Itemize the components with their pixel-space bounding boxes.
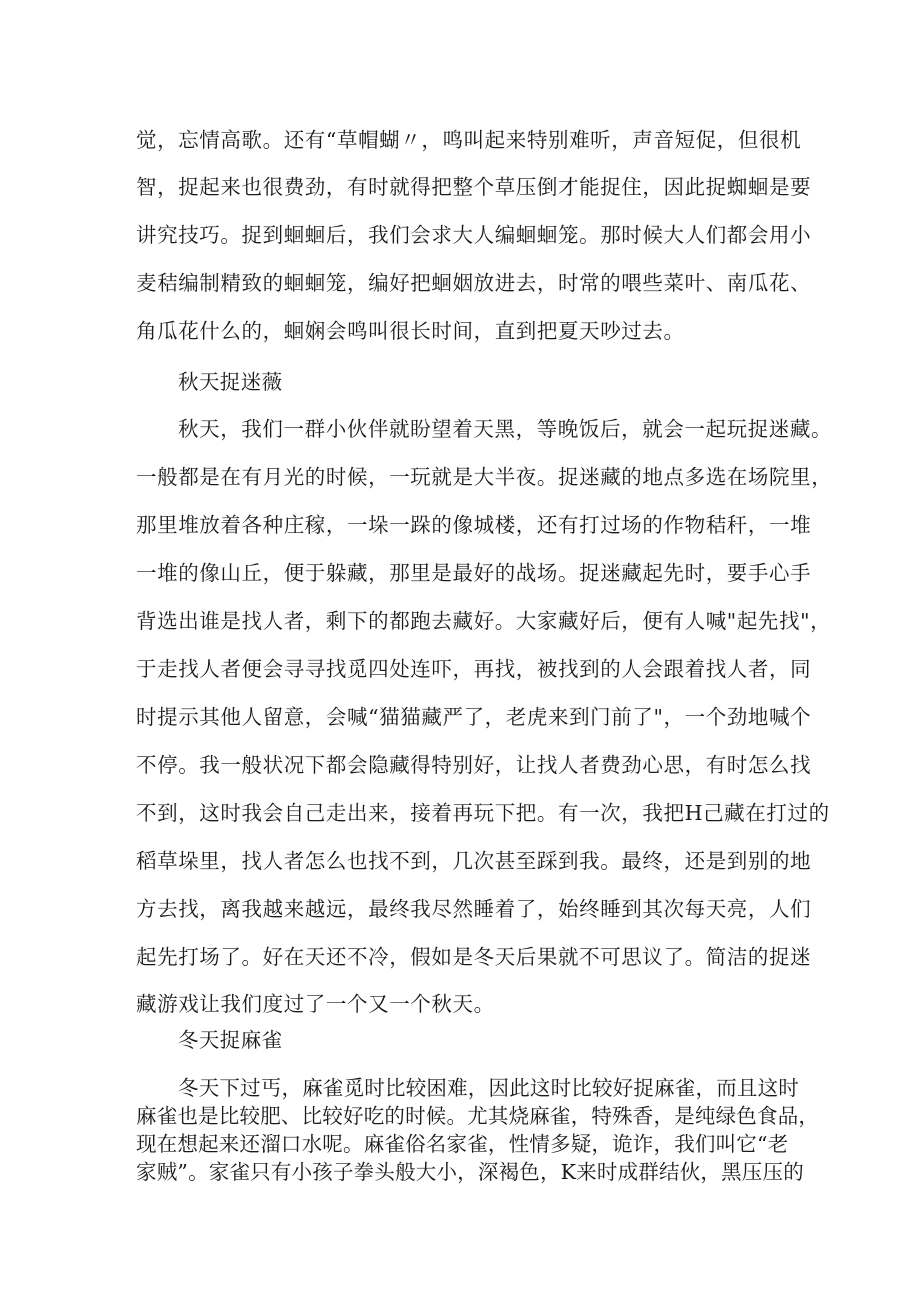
text-line: 一般都是在有月光的时候，一玩就是大半夜。捉迷藏的地点多选在场院里， (136, 465, 833, 489)
section-heading-autumn: 秋天捉迷薇 (178, 370, 283, 394)
text-line: 那里堆放着各种庄稼，一垛一跺的像城楼，还有打过场的作物秸秆，一堆 (136, 513, 812, 537)
text-line: 觉，忘情高歌。还有“草帽蝴〃，鸣叫起来特别难听，声音短促，但很机 (136, 128, 802, 152)
text-line: 起先打场了。好在天还不冷，假如是冬天后果就不可思议了。简洁的捉迷 (136, 945, 812, 969)
text-line: 秋天，我们一群小伙伴就盼望着天黑，等晚饭后，就会一起玩捉迷藏。 (178, 417, 833, 441)
text-line: 现在想起来还溜口水呢。麻雀俗名家雀，性情多疑，诡诈，我们叫它“老 (136, 1132, 789, 1156)
text-line: 稻草垛里，找人者怎么也找不到，几次甚至踩到我。最终，还是到别的地 (136, 849, 812, 873)
text-line: 不到，这时我会自己走出来，接着再玩下把。有一次，我把H己藏在打过的 (136, 801, 830, 825)
text-line: 藏游戏让我们度过了一个又一个秋天。 (136, 992, 495, 1016)
text-line: 背选出谁是找人者，剩下的都跑去藏好。大家藏好后，便有人喊"起先找"， (136, 609, 832, 633)
text-line: 不停。我一般状况下都会隐藏得特别好，让找人者费劲心思，有时怎么找 (136, 753, 812, 777)
text-line: 角瓜花什么的，蛔娴会鸣叫很长时间，直到把夏天吵过去。 (136, 319, 685, 343)
text-line: 一堆的像山丘，便于躲藏，那里是最好的战场。捉迷藏起先时，要手心手 (136, 561, 812, 585)
text-line: 智，捉起来也很费劲，有时就得把整个草压倒才能捉住，因此捉蜘蛔是要 (136, 175, 812, 199)
text-line: 方去找，离我越来越远，最终我尽然睡着了，始终睡到其次每天亮，人们 (136, 897, 812, 921)
text-line: 麦秸编制精致的蛔蛔笼，编好把蛔姻放进去，时常的喂些菜叶、南瓜花、 (136, 271, 812, 295)
text-line: 于走找人者便会寻寻找觅四处连吓，再找，被找到的人会跟着找人者，同 (136, 657, 812, 681)
text-line: 时提示其他人留意，会喊“猫猫藏严了，老虎来到门前了"，一个劲地喊个 (136, 705, 812, 729)
text-line: 麻雀也是比较肥、比较好吃的时候。尤其烧麻雀，特殊香，是纯绿色食品， (136, 1104, 820, 1128)
text-line: 讲究技巧。捉到蛔蛔后，我们会求大人编蛔蛔笼。那时候大人们都会用小 (136, 223, 812, 247)
text-line: 冬天下过丐，麻雀觅时比较困难，因此这时比较好捉麻雀，而且这时 (178, 1076, 799, 1100)
section-heading-winter: 冬天捉麻雀 (178, 1028, 283, 1052)
text-line: 家贼”。家雀只有小孩子拳头般大小，深褐色，K来时成群结伙，黑压压的 (136, 1160, 804, 1184)
